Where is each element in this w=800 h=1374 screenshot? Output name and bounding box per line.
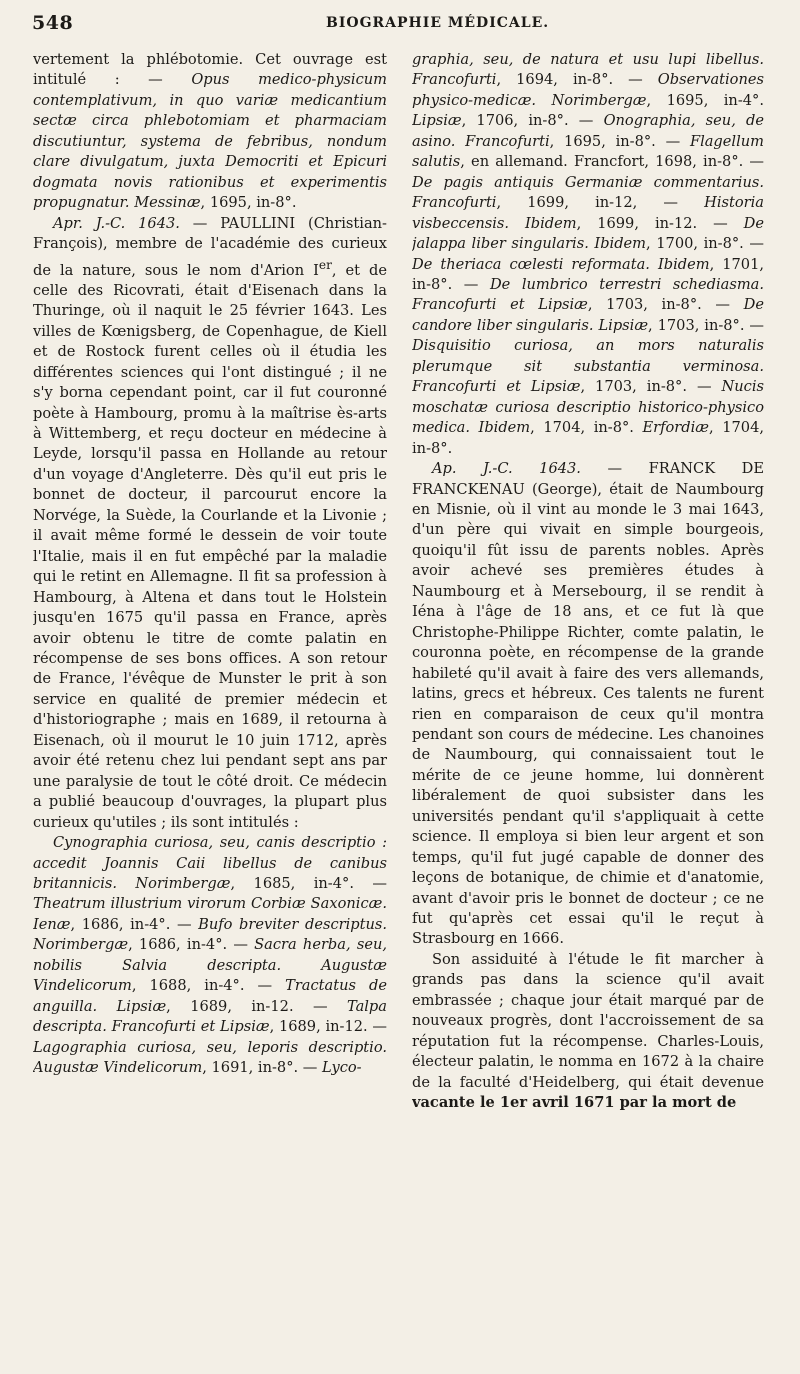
text-run: , 1703, in-8°. — bbox=[580, 378, 722, 396]
superscript: er bbox=[318, 257, 332, 272]
book-title: Disquisitio curiosa, an mors naturalis plerumque sit substantia verminosa. Francofurti et Lipsiæ bbox=[412, 337, 764, 396]
text-run: , 1695, in-4°. bbox=[646, 91, 764, 109]
person-name: FRANCK DE FRANCKENAU bbox=[412, 460, 764, 498]
book-title: Nucis moschatæ curiosa descriptio historico-physico medica. Ibidem bbox=[412, 378, 764, 437]
text-run: , 1688, in-4°. — bbox=[131, 977, 286, 995]
text-run: , 1691, in-8°. — bbox=[202, 1059, 323, 1077]
book-title: Observationes physico-medicæ. Norimbergæ bbox=[412, 71, 764, 109]
page-number: 548 bbox=[32, 12, 74, 34]
text-run: (George), était de Naumbourg en Misnie, où il vint au monde le 3 mai 1643, d'un père qui vivait en simple bourgeois, quoiqu'il fût issu de parents nobles. Après avoir achevé ses premières études à Naumbourg et à Mersebourg, il se rendit à Iéna à l'âge de 18 ans, et ce fut là que Christophe-Philippe Richter, comte palatin, le couronna poète, en récompense de la grande habileté qu'il avait à faire des vers allemands, latins, grecs et hébreux. Ces talents ne furent rien en comparaison de ceux qu'il montra pendant son cours de médecine. Les chanoines de Naumbourg, qui connaissaient tout le mérite de ce jeune homme, lui donnèrent libéralement de quoi subsister dans les universités pendant qu'il s'appliquait à cette science. Il employa si bien leur argent et son temps, qu'il fut jugé capable de donner des leçons de botanique, de chimie et d'anatomie, avant d'avoir pris le bonnet de docteur ; ce ne fut qu'après cet essai qu'il le reçut à Strasbourg en 1666. bbox=[412, 480, 764, 948]
text-run: , 1686, in-4°. — bbox=[128, 936, 255, 954]
text-run: , et de celle des Ricovrati, était d'Eisenach dans la Thuringe, où il naquit le 25 février 1643. Les villes de Kœnigsberg, de Copenhague, de Kiell et de Rostock furent celles où il étudia les différentes sciences qui l'ont distingué ; il ne s'y borna cependant point, car il fut couronné poète à Hambourg, promu à la maîtrise ès-arts à Wittemberg, et reçu docteur en médecine à Leyde, lorsqu'il passa en Hollande au retour d'un voyage d'Angleterre. Dès qu'il eut pris le bonnet de docteur, il parcourut encore la Norvége, la Suède, la Courlande et la Livonie ; il avait même formé le dessein de voir toute l'Italie, mais il en fut empêché par la maladie qui le retint en Allemagne. Il fit sa profession à Hambourg, à Altena et dans tout le Holstein jusqu'en 1675 qu'il passa en France, après avoir obtenu le titre de comte palatin en récompense de ses bons offices. A son retour de France, l'évêque de Munster le prit à son service en qualité de premier médecin et d'historiographe ; mais en 1689, il retourna à Eisenach, où il mourut le 10 juin 1712, après avoir été retenu chez lui pendant sept ans par une paralysie de tout le côté droit. Ce médecin a publié beaucoup d'ouvrages, la plupart plus curieux qu'utiles ; ils sont intitulés : bbox=[33, 261, 387, 831]
text-run: vertement la phlébotomie. Cet ouvrage est intitulé : — bbox=[33, 51, 387, 89]
page-header bbox=[32, 12, 782, 36]
text-run: , en allemand. Francfort, 1698, in-8°. — bbox=[460, 153, 764, 171]
date-marker: Apr. J.-C. 1643. bbox=[53, 214, 180, 232]
paragraph-paullini-works-continued bbox=[412, 50, 764, 459]
text-run: , 1695, in-8°. bbox=[200, 194, 297, 212]
text-run: , 1689, in-12. — bbox=[269, 1018, 387, 1036]
text-run: , 1700, in-8°. — bbox=[646, 235, 764, 253]
text-run: , 1686, in-4°. — bbox=[70, 915, 199, 933]
paragraph-franck-continued bbox=[412, 950, 764, 1114]
book-title: Bufo breviter descriptus. Norimbergæ bbox=[33, 915, 387, 954]
text-run: — bbox=[580, 460, 649, 478]
text-run: , 1699, in-12, — bbox=[496, 194, 705, 212]
text-run: , 1703, in-8°. — bbox=[587, 296, 744, 314]
book-title: Onographia, seu, de asino. Francofurti bbox=[412, 112, 764, 150]
book-title: De candore liber singularis. Lipsiæ bbox=[412, 296, 764, 334]
text-run: — PAULLINI (Christian-François), membre de l'académie des curieux de la nature, sous le nom d'Arion I bbox=[33, 214, 387, 279]
paragraph-paullini-works bbox=[33, 833, 387, 1078]
book-title: Lipsiæ bbox=[412, 112, 462, 130]
text-run: , 1699, in-12. — bbox=[576, 214, 744, 232]
text-run: , 1689, in-12. — bbox=[166, 997, 347, 1015]
paragraph-opus-medico bbox=[33, 50, 387, 214]
text-run: , 1685, in-4°. — bbox=[230, 874, 387, 892]
paragraph-paullini bbox=[33, 214, 387, 833]
text-run: , 1694, in-8°. — bbox=[496, 71, 658, 89]
book-title: Lagographia curiosa, seu, leporis descriptio. Augustæ Vindelicorum bbox=[33, 1038, 387, 1077]
book-title: Lyco- bbox=[322, 1059, 362, 1077]
book-title: Sacra herba, seu, nobilis Salvia descripta. Augustæ Vindelicorum bbox=[33, 936, 387, 995]
book-title: Opus medico-physicum contemplativum, in quo variæ medicantium sectæ circa phlebotomiam et pharmaciam discutiuntur, systema de febribus, nondum clare divulgatum, juxta Democriti et Epicuri dogmata novis rationibus et experimentis propugnatur. Messinæ bbox=[33, 71, 387, 212]
text-run: , 1704, in-8°. bbox=[412, 419, 764, 457]
right-column bbox=[412, 50, 764, 1360]
book-title: De theriaca cœlesti reformata. Ibidem bbox=[412, 255, 710, 273]
text-run: , 1704, in-8°. bbox=[530, 419, 643, 437]
text-run: , 1701, in-8°. — bbox=[412, 255, 764, 293]
book-title: Erfordiæ bbox=[642, 419, 710, 437]
book-title: Theatrum illustrium virorum Corbiæ Saxonicæ. Ienæ bbox=[33, 895, 387, 933]
book-title: Historia visbeccensis. Ibidem bbox=[412, 194, 764, 232]
paragraph-franck bbox=[412, 459, 764, 950]
book-title: Flagellum salutis bbox=[412, 132, 764, 171]
book-title: graphia, seu, de natura et usu lupi libellus. Francofurti bbox=[412, 51, 764, 89]
book-title: Talpa descripta. Francofurti et Lipsiæ bbox=[33, 997, 387, 1036]
text-run: , 1703, in-8°. — bbox=[648, 316, 764, 334]
text-run: Son assiduité à l'étude le fit marcher à grands pas dans la science qu'il avait embrassée ; chaque jour était marqué par de nouveaux progrès, dont l'accroissement de sa réputation fut la récompense. Charles-Louis, électeur palatin, le nomma en 1672 à la chaire de la faculté d'Heidelberg, qui était devenue bbox=[412, 950, 764, 1091]
book-title: De lumbrico terrestri schediasma. Francofurti et Lipsiæ bbox=[412, 275, 764, 314]
book-title: Tractatus de anguilla. Lipsiæ bbox=[33, 977, 387, 1015]
book-title: De pagis antiquis Germaniæ commentarius. Francofurti bbox=[412, 173, 764, 212]
text-run: , 1695, in-8°. — bbox=[549, 132, 690, 150]
book-title: De jalappa liber singularis. Ibidem bbox=[412, 214, 764, 253]
book-title: Cynographia curiosa, seu, canis descriptio : accedit Joannis Caii libellus de canibus britannicis. Norimbergæ bbox=[33, 834, 387, 892]
date-marker: Ap. J.-C. 1643. bbox=[432, 460, 581, 478]
text-run: , 1706, in-8°. — bbox=[461, 112, 604, 130]
running-title: BIOGRAPHIE MÉDICALE. bbox=[326, 15, 550, 31]
left-column bbox=[33, 50, 387, 1360]
text-run-bold: vacante le 1er avril 1671 par la mort de bbox=[412, 1094, 737, 1112]
